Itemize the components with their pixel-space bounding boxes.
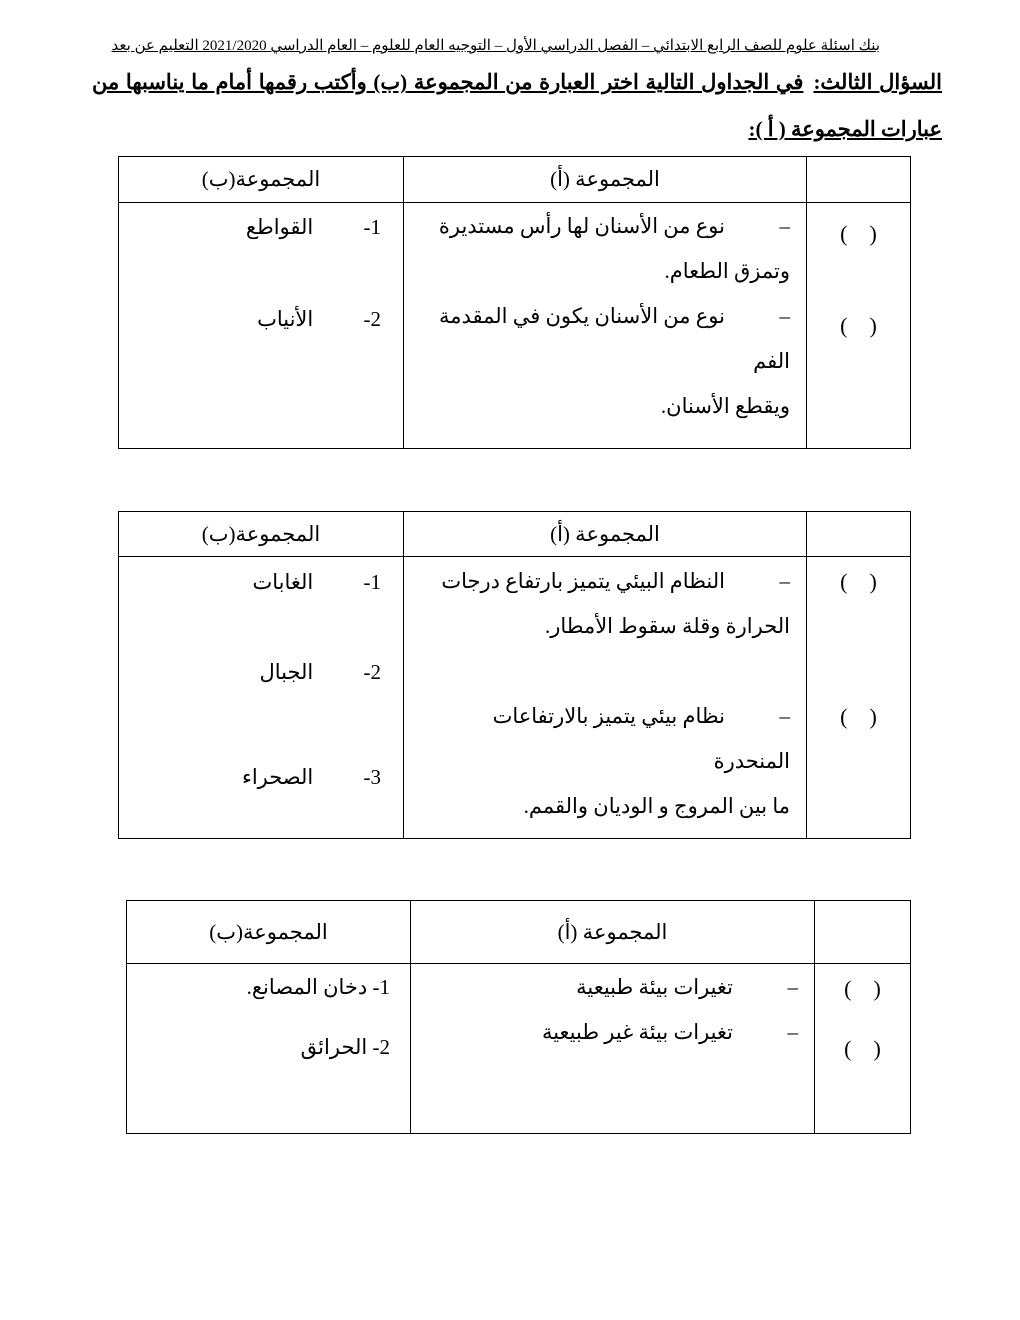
group-b-cell bbox=[127, 964, 411, 1134]
matching-table-3 bbox=[126, 900, 911, 1134]
answer-blank[interactable]: ( ) bbox=[844, 976, 881, 1001]
answer-column bbox=[807, 557, 911, 839]
answer-column bbox=[815, 964, 911, 1134]
group-a-header: المجموعة (أ) bbox=[404, 512, 807, 557]
group-a-header: المجموعة (أ) bbox=[411, 901, 815, 964]
question-instruction: في الجداول التالية اختر العبارة من المجموعة (ب) وأكتب رقمها أمام ما يناسبها من bbox=[92, 70, 804, 94]
list-item: 2- الحرائق bbox=[300, 1035, 390, 1059]
answer-column-header bbox=[807, 157, 911, 203]
list-item: – نوع من الأسنان يكون في المقدمة الفم bbox=[438, 304, 790, 373]
list-item: 1- دخان المصانع. bbox=[246, 975, 390, 999]
group-b-cell bbox=[119, 203, 404, 449]
question-line-2: عبارات المجموعة ( أ ): bbox=[748, 117, 942, 141]
list-item: 2- الأنياب bbox=[257, 307, 381, 331]
list-item: – تغيرات بيئة غير طبيعية bbox=[541, 1020, 798, 1044]
matching-table-1 bbox=[118, 156, 911, 449]
question-label: السؤال الثالث: bbox=[813, 70, 943, 94]
list-item: – نظام بيئي يتميز بالارتفاعات المنحدرة bbox=[492, 704, 790, 773]
answer-column-header bbox=[807, 512, 911, 557]
answer-column-header bbox=[815, 901, 911, 964]
list-item: 3- الصحراء bbox=[241, 765, 381, 789]
group-a-cell: – النظام البيئي يتميز بارتفاع درجات الحرارة وقلة سقوط الأمطار. – نظام بيئي يتميز بالارتفاعات المنحدرة ما بين المروج و الوديان والقمم. bbox=[404, 557, 807, 839]
group-a-cell: – نوع من الأسنان لها رأس مستديرة وتمزق الطعام. – نوع من الأسنان يكون في المقدمة الفم ويقطع الأسنان. bbox=[404, 203, 807, 449]
answer-blank[interactable]: ( ) bbox=[840, 313, 877, 338]
group-b-header: المجموعة(ب) bbox=[119, 157, 404, 203]
list-item: – نوع من الأسنان لها رأس مستديرة bbox=[438, 214, 790, 238]
matching-table-2 bbox=[118, 511, 911, 839]
list-item: 1- القواطع bbox=[245, 215, 381, 239]
group-b-cell bbox=[119, 557, 404, 839]
group-b-header: المجموعة(ب) bbox=[127, 901, 411, 964]
group-b-header: المجموعة(ب) bbox=[119, 512, 404, 557]
list-item: – النظام البيئي يتميز بارتفاع درجات bbox=[441, 569, 790, 593]
answer-blank[interactable]: ( ) bbox=[840, 704, 877, 729]
group-a-header: المجموعة (أ) bbox=[404, 157, 807, 203]
list-item: 2- الجبال bbox=[259, 660, 381, 684]
answer-blank[interactable]: ( ) bbox=[844, 1036, 881, 1061]
list-item: 1- الغابات bbox=[252, 570, 381, 594]
question-line-1 bbox=[92, 70, 942, 95]
answer-blank[interactable]: ( ) bbox=[840, 569, 877, 594]
page-header: بنك اسئلة علوم للصف الرابع الابتدائي – الفصل الدراسي الأول – التوجيه العام للعلوم – العام الدراسي 2021/2020 التعليم عن بعد bbox=[111, 38, 880, 54]
answer-blank[interactable]: ( ) bbox=[840, 221, 877, 246]
list-item: – تغيرات بيئة طبيعية bbox=[576, 975, 798, 999]
answer-column bbox=[807, 203, 911, 449]
group-a-cell bbox=[411, 964, 815, 1134]
